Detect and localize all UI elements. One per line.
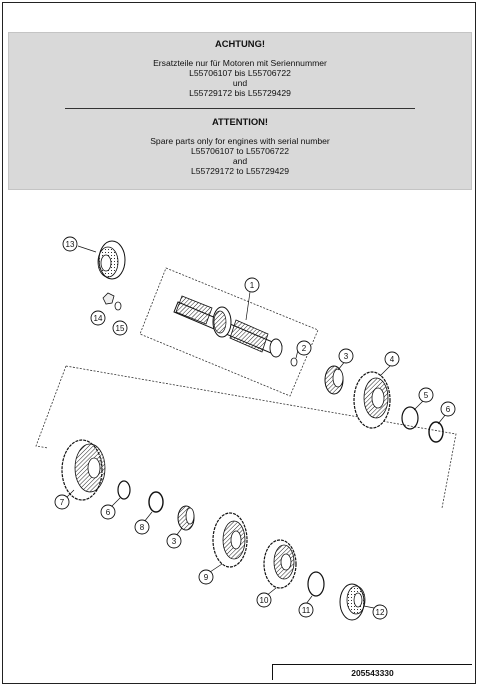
svg-text:2: 2 — [301, 344, 307, 353]
callout-5 — [419, 388, 433, 402]
callout-9 — [199, 570, 213, 584]
svg-text:14: 14 — [93, 314, 103, 323]
notice-english-heading: ATTENTION! — [211, 116, 269, 127]
notice-german-line: L55706107 bis L55706722 — [189, 68, 291, 78]
callout-2 — [297, 341, 311, 355]
notice-english-line: Spare parts only for engines with serial number — [150, 136, 330, 146]
callout-8 — [135, 520, 149, 534]
svg-text:6: 6 — [105, 508, 111, 517]
locking-element-part-14 — [103, 293, 114, 304]
svg-text:12: 12 — [375, 608, 385, 617]
notice-english-line: and — [232, 156, 248, 166]
callout-10 — [257, 593, 271, 607]
svg-text:4: 4 — [389, 355, 395, 364]
svg-text:11: 11 — [301, 606, 311, 615]
callout-13 — [63, 237, 77, 251]
washer-part-11 — [308, 572, 324, 596]
transmission-shaft-part-1 — [174, 296, 282, 357]
svg-text:9: 9 — [203, 573, 209, 582]
notice-german-line: und — [232, 78, 248, 88]
ring-part-5 — [402, 407, 418, 429]
svg-text:6: 6 — [445, 405, 451, 414]
callout-6 — [441, 402, 455, 416]
callout-1 — [245, 278, 259, 292]
bearing-part-13 — [98, 241, 125, 279]
circlip-part-6-lower — [118, 481, 130, 499]
callout-3 — [339, 349, 353, 363]
notice-german-heading: ACHTUNG! — [215, 38, 265, 49]
callout-6-lower — [101, 505, 115, 519]
needle-bearing-part-3-lower — [178, 506, 194, 530]
callout-12 — [373, 605, 387, 619]
callouts — [55, 237, 455, 619]
svg-text:13: 13 — [65, 240, 75, 249]
svg-text:5: 5 — [423, 391, 429, 400]
gear-part-4 — [354, 372, 390, 428]
gear-part-9 — [213, 513, 247, 567]
notice-english-line: L55729172 to L55729429 — [191, 166, 289, 176]
svg-text:7: 7 — [59, 498, 65, 507]
svg-text:3: 3 — [171, 537, 177, 546]
callout-15 — [113, 321, 127, 335]
callout-7 — [55, 495, 69, 509]
svg-text:3: 3 — [343, 352, 349, 361]
svg-text:15: 15 — [115, 324, 125, 333]
notice-german-line: Ersatzteile nur für Motoren mit Seriennummer — [153, 58, 327, 68]
circlip-part-6 — [429, 422, 443, 442]
drawing-number: 205543330 — [272, 664, 472, 680]
leader-lines — [66, 246, 446, 608]
gear-part-7 — [62, 440, 105, 500]
svg-text:8: 8 — [139, 523, 145, 532]
notice-german-line: L55729172 bis L55729429 — [189, 88, 291, 98]
gear-part-10 — [264, 540, 296, 588]
washer-part-15 — [115, 302, 121, 310]
callout-11 — [299, 603, 313, 617]
ring-part-2 — [291, 358, 297, 366]
svg-text:1: 1 — [249, 281, 255, 290]
washer-part-8 — [149, 492, 163, 512]
svg-text:10: 10 — [259, 596, 269, 605]
callout-4 — [385, 352, 399, 366]
callout-3-lower — [167, 534, 181, 548]
notice-english-line: L55706107 to L55706722 — [191, 146, 289, 156]
callout-14 — [91, 311, 105, 325]
needle-bearing-part-3 — [325, 366, 343, 394]
bearing-part-12 — [340, 584, 365, 620]
